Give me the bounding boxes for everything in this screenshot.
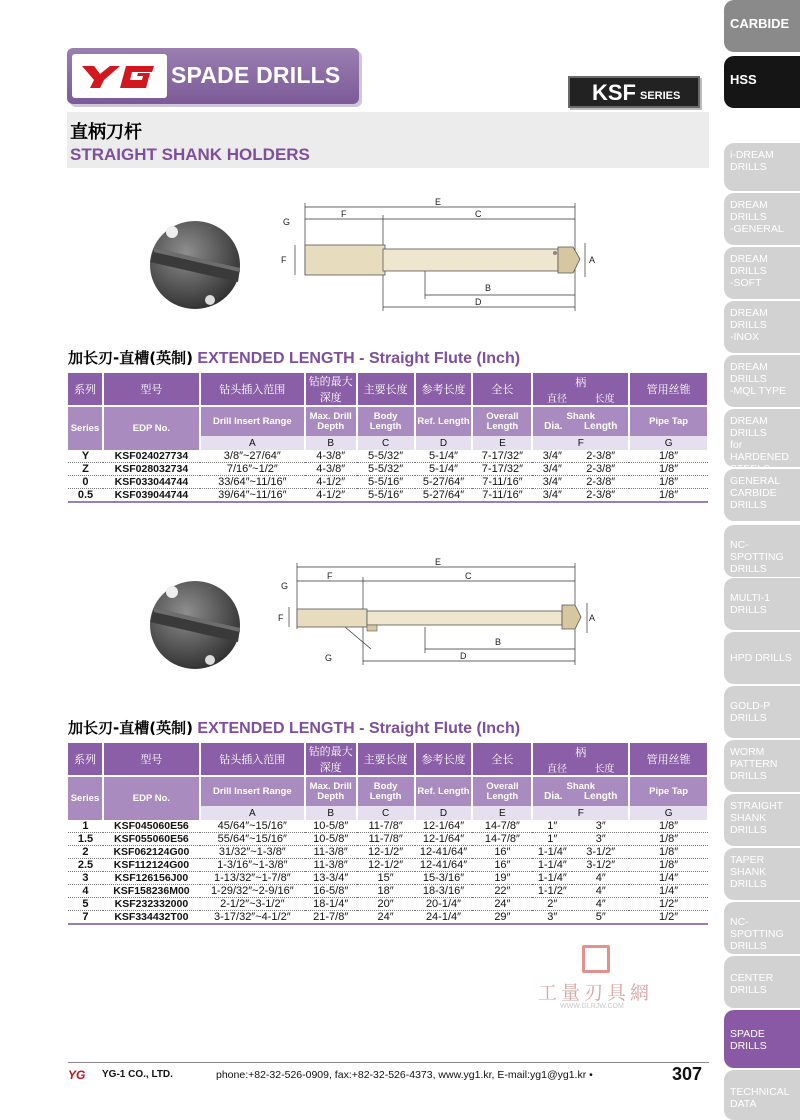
table-cell: 1-1/4″ xyxy=(532,846,572,859)
table-cell: KSF158236M00 xyxy=(103,885,200,898)
table-cell: 4″ xyxy=(572,885,629,898)
table-cell: 7-11/16″ xyxy=(472,476,532,489)
table-cell: 1/8″ xyxy=(629,489,708,503)
dim2-label-c: C xyxy=(465,571,472,581)
t2-col-edp-cn: 型号 xyxy=(103,743,200,776)
table-cell: 1/8″ xyxy=(629,450,708,463)
table-row xyxy=(68,463,708,476)
tab-straight-shank-drills[interactable]: STRAIGHT SHANK DRILLS xyxy=(724,794,800,846)
table-cell: KSF024027734 xyxy=(103,450,200,463)
table2-heading xyxy=(68,717,520,738)
col-series-en: Series xyxy=(68,406,103,450)
series-badge xyxy=(568,76,700,108)
table-cell: 16-5/8″ xyxy=(305,885,357,898)
table-cell: 4-3/8″ xyxy=(305,450,357,463)
col-edp-en: EDP No. xyxy=(103,406,200,450)
col-ref-cn: 参考长度 xyxy=(415,373,473,406)
t2-col-edp-en: EDP No. xyxy=(103,776,200,820)
table-cell: 7/16″~1/2″ xyxy=(200,463,305,476)
table-cell: 3″ xyxy=(572,833,629,846)
table-cell: 5-5/32″ xyxy=(357,463,415,476)
side-tabs xyxy=(724,0,800,1120)
tab-center-drills[interactable]: CENTER DRILLS xyxy=(724,956,800,1008)
table-cell: 11-7/8″ xyxy=(357,833,415,846)
dim-label-d: D xyxy=(475,297,482,307)
t2-col-ref-en: Ref. Length xyxy=(415,776,473,806)
table-cell: 55/64″~15/16″ xyxy=(200,833,305,846)
table-cell: KSF334432T00 xyxy=(103,911,200,925)
tab-dream-drills-general[interactable]: DREAM DRILLS -GENERAL xyxy=(724,193,800,245)
t2-col-letter-a: A xyxy=(200,806,305,820)
col-letter-c: C xyxy=(357,436,415,450)
col-depth-cn: 钻的最大深度 xyxy=(305,373,357,406)
table-cell: 1.5 xyxy=(68,833,103,846)
table-cell: 12-1/64″ xyxy=(415,820,473,833)
table-cell: 4″ xyxy=(572,898,629,911)
table-cell: 14-7/8″ xyxy=(472,833,532,846)
table-cell: 24-1/4″ xyxy=(415,911,473,925)
col-ref-en: Ref. Length xyxy=(415,406,473,436)
table-cell: 12-41/64″ xyxy=(415,859,473,872)
table-cell: 11-3/8″ xyxy=(305,859,357,872)
footer-company: YG-1 CO., LTD. xyxy=(102,1069,173,1080)
dim-label-a: A xyxy=(589,255,596,265)
tab-i-dream-drills[interactable]: i-DREAM DRILLS xyxy=(724,143,800,191)
table-cell: 10-5/8″ xyxy=(305,833,357,846)
tab-technical-data[interactable]: TECHNICAL DATA xyxy=(724,1070,800,1120)
table-cell: 1″ xyxy=(532,820,572,833)
t2-col-range-en: Drill Insert Range xyxy=(200,776,305,806)
t2-col-tap-cn: 管用丝锥 xyxy=(629,743,708,776)
tab-spade-drills[interactable]: SPADE DRILLS xyxy=(724,1010,800,1068)
t2-col-overall-en: Overall Length xyxy=(472,776,532,806)
table-cell: 3-17/32″~4-1/2″ xyxy=(200,911,305,925)
col-shank-dia-en: Dia. xyxy=(544,420,563,432)
table-cell: 15-3/16″ xyxy=(415,872,473,885)
dim-label-g: G xyxy=(283,217,291,227)
table-cell: 3/4″ xyxy=(532,489,572,503)
table-cell: KSF039044744 xyxy=(103,489,200,503)
dim2-label-d: D xyxy=(460,651,467,661)
t2-col-shank-en xyxy=(532,776,629,806)
series-code: KSF xyxy=(592,80,636,105)
tab-general-carbide-drills[interactable]: GENERAL CARBIDE DRILLS xyxy=(724,469,800,521)
table-cell: 12-1/64″ xyxy=(415,833,473,846)
table-cell: 7 xyxy=(68,911,103,925)
table-cell: 2-1/2″~3-1/2″ xyxy=(200,898,305,911)
table-cell: 3/4″ xyxy=(532,476,572,489)
table-cell: 3/4″ xyxy=(532,463,572,476)
header-banner xyxy=(67,48,359,104)
table-row xyxy=(68,450,708,463)
tab-nc-spotting-drills-hss[interactable]: NC-SPOTTING DRILLS xyxy=(724,902,800,954)
dim2-label-e: E xyxy=(435,557,442,567)
table-cell: 1/8″ xyxy=(629,463,708,476)
table-cell: 4-1/2″ xyxy=(305,489,357,503)
dim-label-f-left: F xyxy=(281,255,287,265)
t2-col-letter-b: B xyxy=(305,806,357,820)
t2-col-overall-cn: 全长 xyxy=(472,743,532,776)
t2-col-shank-cn xyxy=(532,743,629,776)
table-row xyxy=(68,885,708,898)
table-cell: 2-3/8″ xyxy=(572,463,629,476)
t2-col-ref-cn: 参考长度 xyxy=(415,743,473,776)
table-cell: 1/8″ xyxy=(629,833,708,846)
table-cell: 18-1/4″ xyxy=(305,898,357,911)
table-cell: 5″ xyxy=(572,911,629,925)
col-shank-en-label: Shank xyxy=(566,410,596,422)
table-cell: 20-1/4″ xyxy=(415,898,473,911)
table-cell: 13-3/4″ xyxy=(305,872,357,885)
table-cell: 21-7/8″ xyxy=(305,911,357,925)
yg-logo xyxy=(72,54,167,98)
col-shank-en xyxy=(532,406,629,436)
table-row xyxy=(68,872,708,885)
table-cell: 3/8″~27/64″ xyxy=(200,450,305,463)
footer-logo: YG xyxy=(68,1068,86,1082)
tab-dream-drills-soft[interactable]: DREAM DRILLS -SOFT xyxy=(724,247,800,299)
table-cell: 1/2″ xyxy=(629,911,708,925)
t2-col-series-cn: 系列 xyxy=(68,743,103,776)
table-cell: 1 xyxy=(68,820,103,833)
col-overall-cn: 全长 xyxy=(472,373,532,406)
table-cell: 20″ xyxy=(357,898,415,911)
t2-col-shank-length-en: Length xyxy=(584,790,618,802)
table-cell: 33/64″~11/16″ xyxy=(200,476,305,489)
table-cell: 19″ xyxy=(472,872,532,885)
table1-heading-cn: 加长刃-直槽(英制) xyxy=(68,349,193,367)
table-cell: 3″ xyxy=(532,911,572,925)
tab-gold-p-drills[interactable]: GOLD-P DRILLS xyxy=(724,686,800,738)
table-cell: 1/8″ xyxy=(629,846,708,859)
table-cell: 11-3/8″ xyxy=(305,846,357,859)
dim2-label-a: A xyxy=(589,613,596,623)
dim2-label-g-top: G xyxy=(281,581,289,591)
t2-col-shank-dia-cn: 直径 xyxy=(547,763,568,775)
table-row xyxy=(68,476,708,489)
col-body-cn: 主要长度 xyxy=(357,373,415,406)
table-cell: 5-27/64″ xyxy=(415,476,473,489)
table-cell: 12-1/2″ xyxy=(357,859,415,872)
table2 xyxy=(68,743,709,925)
col-body-en: Body Length xyxy=(357,406,415,436)
table-cell: KSF028032734 xyxy=(103,463,200,476)
dim2-label-f-left: F xyxy=(278,613,284,623)
table-cell: 18-3/16″ xyxy=(415,885,473,898)
section-title-en: STRAIGHT SHANK HOLDERS xyxy=(70,145,310,164)
table-cell: 0.5 xyxy=(68,489,103,503)
col-edp-cn: 型号 xyxy=(103,373,200,406)
dim2-label-g-bottom: G xyxy=(325,653,333,663)
t2-col-letter-f: F xyxy=(532,806,629,820)
col-tap-cn: 管用丝锥 xyxy=(629,373,708,406)
table-row xyxy=(68,846,708,859)
table-cell: 1/4″ xyxy=(629,872,708,885)
col-shank-cn xyxy=(532,373,629,406)
series-label: SERIES xyxy=(640,90,681,102)
table-cell: 2″ xyxy=(532,898,572,911)
dim2-label-f-top: F xyxy=(327,571,333,581)
table-cell: 24″ xyxy=(472,898,532,911)
table-cell: 1/8″ xyxy=(629,476,708,489)
table-cell: 12-41/64″ xyxy=(415,846,473,859)
dim-label-b: B xyxy=(485,283,492,293)
table1 xyxy=(68,373,709,503)
tab-carbide[interactable]: CARBIDE xyxy=(724,0,800,52)
col-letter-f: F xyxy=(532,436,629,450)
table-cell: 15″ xyxy=(357,872,415,885)
t2-col-letter-g: G xyxy=(629,806,708,820)
table-cell: 3-1/2″ xyxy=(572,846,629,859)
footer-divider xyxy=(68,1062,709,1063)
table-cell: 1-1/4″ xyxy=(532,872,572,885)
table-cell: 1-29/32″~2-9/16″ xyxy=(200,885,305,898)
table-cell: 4″ xyxy=(572,872,629,885)
col-overall-en: Overall Length xyxy=(472,406,532,436)
table-cell: 2-3/8″ xyxy=(572,476,629,489)
col-shank-length-cn: 长度 xyxy=(594,393,615,405)
table-cell: 16″ xyxy=(472,859,532,872)
table-cell: 7-17/32″ xyxy=(472,463,532,476)
table-cell: 5-5/16″ xyxy=(357,489,415,503)
table-cell: 5-1/4″ xyxy=(415,450,473,463)
tab-hpd-drills[interactable]: HPD DRILLS xyxy=(724,632,800,684)
table-cell: 4-1/2″ xyxy=(305,476,357,489)
table-cell: 2-3/8″ xyxy=(572,450,629,463)
table-cell: 7-11/16″ xyxy=(472,489,532,503)
t2-col-body-en: Body Length xyxy=(357,776,415,806)
table-cell: KSF126156J00 xyxy=(103,872,200,885)
table2-heading-en: EXTENDED LENGTH - Straight Flute (Inch) xyxy=(197,720,521,737)
page-number: 307 xyxy=(672,1064,703,1084)
table-cell: Y xyxy=(68,450,103,463)
page-title: SPADE DRILLS xyxy=(171,62,341,88)
table-cell: 5 xyxy=(68,898,103,911)
table-row xyxy=(68,898,708,911)
col-tap-en: Pipe Tap xyxy=(629,406,708,436)
t2-col-body-cn: 主要长度 xyxy=(357,743,415,776)
table-cell: KSF062124G00 xyxy=(103,846,200,859)
table-row xyxy=(68,833,708,846)
footer-contact: phone:+82-32-526-0909, fax:+82-32-526-4373, www.yg1.kr, E-mail:yg1@yg1.kr • xyxy=(216,1069,593,1081)
t2-col-tap-en: Pipe Tap xyxy=(629,776,708,806)
table1-heading xyxy=(68,347,520,368)
dim-label-e: E xyxy=(435,197,442,207)
table-cell: 45/64″~15/16″ xyxy=(200,820,305,833)
table-cell: 1-1/4″ xyxy=(532,859,572,872)
t2-col-range-cn: 钻头插入范围 xyxy=(200,743,305,776)
t2-col-series-en: Series xyxy=(68,776,103,820)
tab-dream-drills-mql[interactable]: DREAM DRILLS -MQL TYPE xyxy=(724,355,800,407)
section-title-cn: 直柄刀杆 xyxy=(70,122,142,143)
dim-label-f-top: F xyxy=(341,209,347,219)
table-cell: 1/4″ xyxy=(629,885,708,898)
col-shank-dia-cn: 直径 xyxy=(547,393,568,405)
table-cell: 18″ xyxy=(357,885,415,898)
table-cell: 1/8″ xyxy=(629,820,708,833)
table-cell: 1-3/16″~1-3/8″ xyxy=(200,859,305,872)
t2-col-shank-length-cn: 长度 xyxy=(594,763,615,775)
table-cell: 2.5 xyxy=(68,859,103,872)
col-letter-g: G xyxy=(629,436,708,450)
watermark-text: 工量刃具網 xyxy=(538,982,654,1004)
col-letter-a: A xyxy=(200,436,305,450)
col-depth-en: Max. Drill Depth xyxy=(305,406,357,436)
table-cell: 3 xyxy=(68,872,103,885)
table-cell: 1″ xyxy=(532,833,572,846)
table-cell: KSF045060E56 xyxy=(103,820,200,833)
col-series-cn: 系列 xyxy=(68,373,103,406)
col-letter-d: D xyxy=(415,436,473,450)
yg-logo-icon xyxy=(80,62,160,90)
table-cell: 3/4″ xyxy=(532,450,572,463)
watermark-url: WWW.GLRJW.COM xyxy=(560,1003,624,1010)
table-cell: KSF055060E56 xyxy=(103,833,200,846)
table-cell: 1-13/32″~1-7/8″ xyxy=(200,872,305,885)
spade-holder-photo-1 xyxy=(140,210,245,315)
t2-col-letter-d: D xyxy=(415,806,473,820)
dim-label-c: C xyxy=(475,209,482,219)
spade-holder-photo-2 xyxy=(140,570,245,675)
table-cell: KSF112124G00 xyxy=(103,859,200,872)
col-letter-b: B xyxy=(305,436,357,450)
col-shank-cn-label: 柄 xyxy=(575,375,587,389)
table-cell: 12-1/2″ xyxy=(357,846,415,859)
table-cell: 10-5/8″ xyxy=(305,820,357,833)
table-cell: 5-1/4″ xyxy=(415,463,473,476)
table-cell: KSF232332000 xyxy=(103,898,200,911)
tab-worm-pattern-drills[interactable]: WORM PATTERN DRILLS xyxy=(724,740,800,792)
t2-col-shank-cn-label: 柄 xyxy=(575,745,587,759)
t2-col-shank-en-label: Shank xyxy=(566,780,595,792)
table-cell: 31/32″~1-3/8″ xyxy=(200,846,305,859)
table-cell: 4-3/8″ xyxy=(305,463,357,476)
table-cell: 5-5/16″ xyxy=(357,476,415,489)
watermark-logo-icon xyxy=(582,945,610,973)
tab-nc-spotting-drills-carbide[interactable]: NC-SPOTTING DRILLS xyxy=(724,525,800,577)
technical-drawing-2 xyxy=(275,555,605,675)
table-cell: 29″ xyxy=(472,911,532,925)
t2-col-depth-cn: 钻的最大深度 xyxy=(305,743,357,776)
col-shank-length-en: Length xyxy=(584,420,618,432)
table-row xyxy=(68,820,708,833)
table-cell: 4 xyxy=(68,885,103,898)
table-cell: 3-1/2″ xyxy=(572,859,629,872)
table-cell: 11-7/8″ xyxy=(357,820,415,833)
table-cell: 2-3/8″ xyxy=(572,489,629,503)
tab-dream-drills-hardened[interactable]: DREAM DRILLS for HARDENED xyxy=(724,409,800,467)
table-cell: 2 xyxy=(68,846,103,859)
t2-col-depth-en: Max. Drill Depth xyxy=(305,776,357,806)
t2-col-letter-e: E xyxy=(472,806,532,820)
watermark xyxy=(538,945,678,1015)
table-cell: 16″ xyxy=(472,846,532,859)
table-cell: 1/8″ xyxy=(629,859,708,872)
table-cell: 24″ xyxy=(357,911,415,925)
col-letter-e: E xyxy=(472,436,532,450)
table-row xyxy=(68,859,708,872)
dim2-label-b: B xyxy=(495,637,502,647)
table-cell: 7-17/32″ xyxy=(472,450,532,463)
table-cell: 3″ xyxy=(572,820,629,833)
table-row xyxy=(68,489,708,503)
t2-col-shank-dia-en: Dia. xyxy=(544,790,563,802)
table-cell: 5-27/64″ xyxy=(415,489,473,503)
technical-drawing-1 xyxy=(275,195,605,320)
table-cell: 1-1/2″ xyxy=(532,885,572,898)
table1-heading-en: EXTENDED LENGTH - Straight Flute (Inch) xyxy=(197,350,521,367)
col-range-cn: 钻头插入范围 xyxy=(200,373,305,406)
tab-taper-shank-drills[interactable]: TAPER SHANK DRILLS xyxy=(724,848,800,900)
table-cell: 22″ xyxy=(472,885,532,898)
table-cell: 1/2″ xyxy=(629,898,708,911)
table-cell: 5-5/32″ xyxy=(357,450,415,463)
tab-hss[interactable]: HSS xyxy=(724,56,800,108)
t2-col-letter-c: C xyxy=(357,806,415,820)
table2-heading-cn: 加长刃-直槽(英制) xyxy=(68,719,193,737)
table-cell: 39/64″~11/16″ xyxy=(200,489,305,503)
table-row xyxy=(68,911,708,925)
table-cell: 0 xyxy=(68,476,103,489)
col-range-en: Drill Insert Range xyxy=(200,406,305,436)
table-cell: 14-7/8″ xyxy=(472,820,532,833)
tab-dream-drills-inox[interactable]: DREAM DRILLS -INOX xyxy=(724,301,800,353)
table-cell: Z xyxy=(68,463,103,476)
tab-multi-1-drills[interactable]: MULTI-1 DRILLS xyxy=(724,578,800,630)
table-cell: KSF033044744 xyxy=(103,476,200,489)
